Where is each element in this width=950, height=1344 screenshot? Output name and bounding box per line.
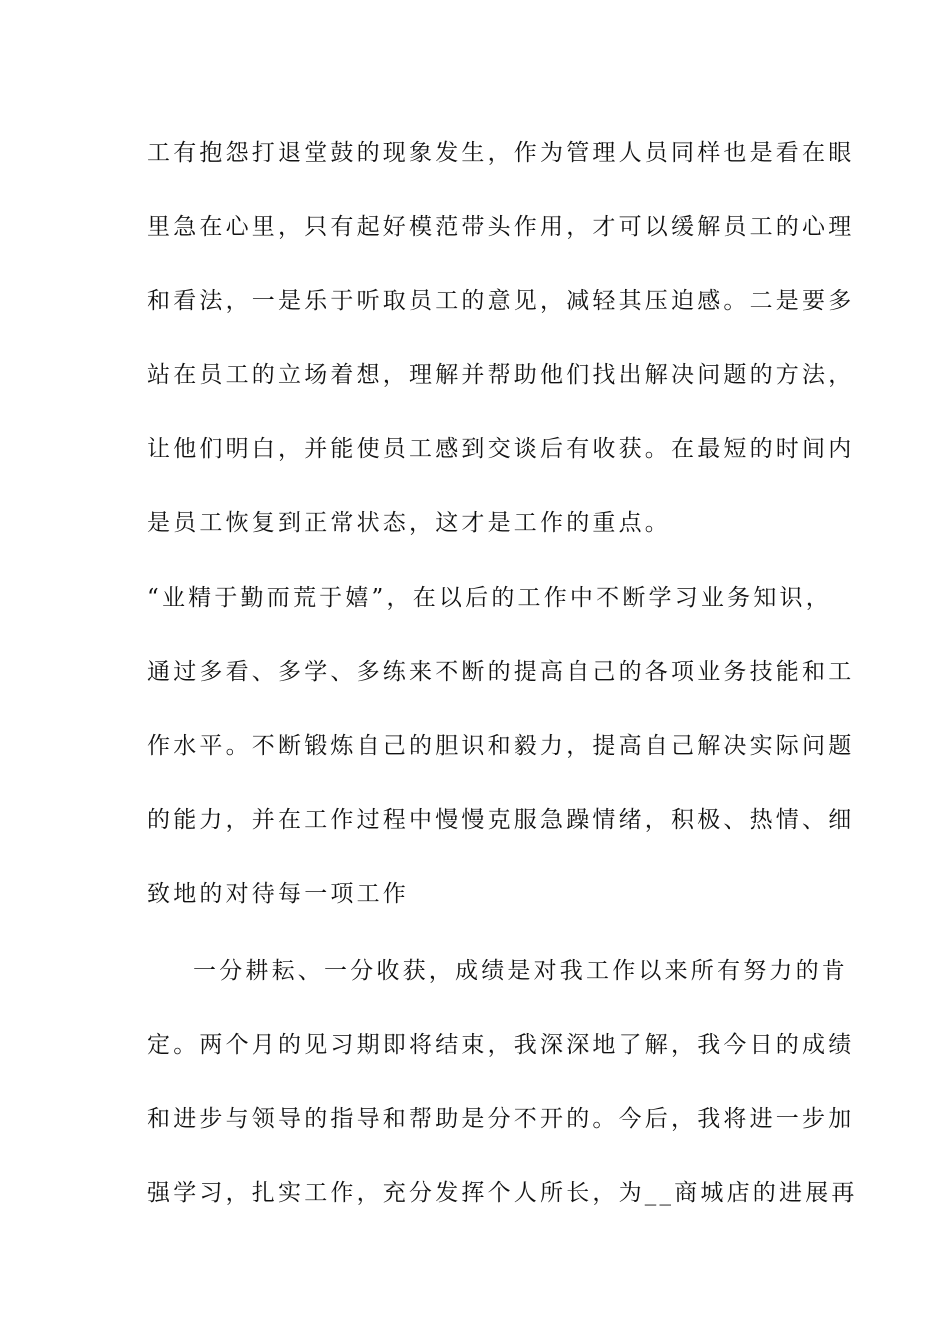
text-line: 站在员工的立场着想，理解并帮助他们找出解决问题的方法， — [147, 362, 855, 388]
text-line: 定。两个月的见习期即将结束，我深深地了解，我今日的成绩 — [147, 1032, 855, 1058]
text-line: 和进步与领导的指导和帮助是分不开的。今后，我将进一步加 — [147, 1106, 855, 1132]
text-line: “业精于勤而荒于嬉”，在以后的工作中不断学习业务知识， — [147, 585, 832, 611]
text-line: 里急在心里，只有起好模范带头作用，才可以缓解员工的心理 — [147, 214, 855, 240]
text-line: 强学习，扎实工作，充分发挥个人所长，为__商城店的进展再 — [147, 1180, 858, 1206]
text-line: 是员工恢复到正常状态，这才是工作的重点。 — [147, 510, 671, 536]
text-line: 致地的对待每一项工作 — [147, 881, 409, 907]
text-line: 的能力，并在工作过程中慢慢克服急躁情绪，积极、热情、细 — [147, 807, 855, 833]
text-line: 通过多看、多学、多练来不断的提高自己的各项业务技能和工 — [147, 659, 855, 685]
text-line: 作水平。不断锻炼自己的胆识和毅力，提高自己解决实际问题 — [147, 733, 855, 759]
text-line: 一分耕耘、一分收获，成绩是对我工作以来所有努力的肯 — [193, 958, 848, 984]
text-line: 工有抱怨打退堂鼓的现象发生，作为管理人员同样也是看在眼 — [147, 140, 855, 166]
text-line: 和看法，一是乐于听取员工的意见，减轻其压迫感。二是要多 — [147, 288, 855, 314]
text-line: 让他们明白，并能使员工感到交谈后有收获。在最短的时间内 — [147, 436, 855, 462]
